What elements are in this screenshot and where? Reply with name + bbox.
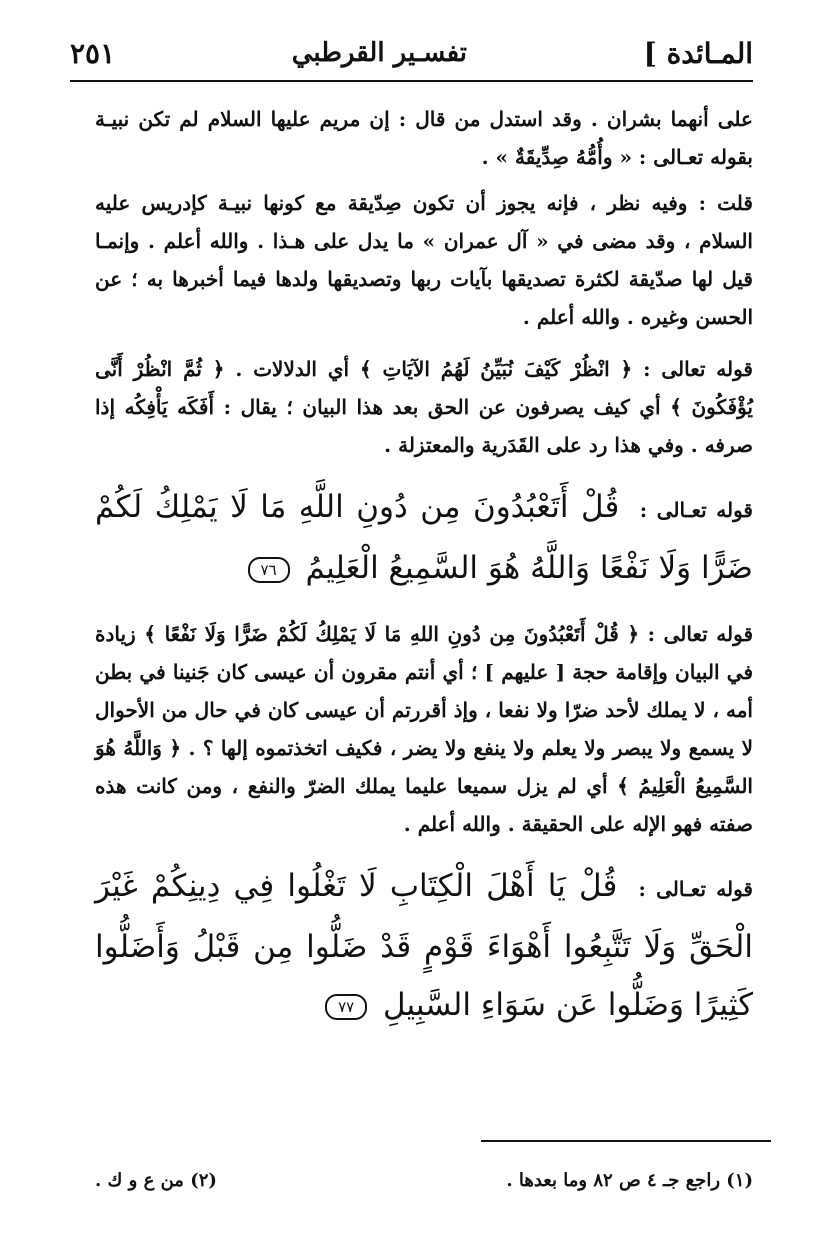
page-number: ٢٥١	[70, 36, 116, 70]
footnote-1: (١) راجع جـ ٤ ص ٨٢ وما بعدها .	[506, 1170, 753, 1191]
ayah-number-badge: ٧٧	[325, 994, 367, 1020]
verse-text: قُلْ يَا أَهْلَ الْكِتَابِ لَا تَغْلُوا فِي دِينِكُمْ غَيْرَ الْحَقِّ وَلَا تَتَّبِعُوا أَهْوَاءَ قَوْمٍ قَدْ ضَلُّوا مِن قَبْلُ وَأَضَلُّوا كَثِيرًا وَضَلُّوا عَن سَوَاءِ السَّبِيلِ	[95, 868, 753, 1023]
section-name: المـائدة ]	[643, 36, 753, 70]
quran-verse-77	[95, 857, 753, 1034]
paragraph-4: قوله تعالى : ﴿ قُلْ أَتَعْبُدُونَ مِن دُونِ اللهِ مَا لَا يَمْلِكُ لَكُمْ ضَرًّا وَلَا نَفْعًا ﴾ زيادة في البيان وإقامة حجة [ عليهم ] ؛ أي أنتم مقرون أن عيسى كان جَنينا في بطن أمه ، لا يملك لأحد ضرّا ولا نفعا ، وإذ أقررتم أن عيسى كان في حال من الأحوال لا يسمع ولا يبصر ولا يعلم ولا ينفع ولا يضر ، فكيف اتخذتموه إلها ؟ . ﴿ وَاللَّهُ هُوَ السَّمِيعُ الْعَلِيمُ ﴾ أي لم يزل سميعا عليما يملك الضرّ والنفع ، ومن كانت هذه صفته فهو الإله على الحقيقة . والله أعلم .	[95, 622, 753, 836]
header-rule	[70, 80, 753, 82]
verse-text: قُلْ أَتَعْبُدُونَ مِن دُونِ اللَّهِ مَا لَا يَمْلِكُ لَكُمْ ضَرًّا وَلَا نَفْعًا وَاللَّهُ هُوَ السَّمِيعُ الْعَلِيمُ	[95, 489, 753, 586]
footnote-rule	[481, 1140, 771, 1142]
paragraph-2: قلت : وفيه نظر ، فإنه يجوز أن تكون صِدّيقة مع كونها نبيـة كإدريس عليه السلام ، وقد مضى في « آل عمران » ما يدل على هـذا . والله أعلم . وإنمـا قيل لها صدّيقة لكثرة تصديقها بآيات ربها وتصديقها ولدها فيما أخبرها به ؛ عن الحسن وغيره . والله أعلم .	[95, 191, 753, 329]
footnotes	[95, 1170, 753, 1191]
footnote-2: (٢) من ع و ك .	[95, 1170, 217, 1191]
page-content	[95, 100, 753, 1052]
page-header	[70, 28, 753, 78]
book-title: تفسـير القرطبي	[291, 38, 468, 68]
paragraph-3: قوله تعالى : ﴿ انْظُرْ كَيْفَ نُبَيِّنُ لَهُمُ الآيَاتِ ﴾ أي الدلالات . ﴿ ثُمَّ انْظُرْ أَنَّى يُؤْفَكُونَ ﴾ أي كيف يصرفون عن الحق بعد هذا البيان ؛ يقال : أَفَكَه يَأْفِكُه إذا صرفه . وفي هذا رد على القَدَرية والمعتزلة .	[95, 357, 753, 457]
ayah-number-badge: ٧٦	[248, 557, 290, 583]
paragraph-1: على أنهما بشران . وقد استدل من قال : إن مريم عليها السلام لم تكن نبيـة بقوله تعـالى : « وأُمُّهُ صِدِّيقَةٌ » .	[95, 107, 753, 169]
verse-intro: قوله تعـالى :	[639, 498, 753, 522]
verse-intro: قوله تعـالى :	[638, 877, 753, 901]
quran-verse-76	[95, 478, 753, 597]
